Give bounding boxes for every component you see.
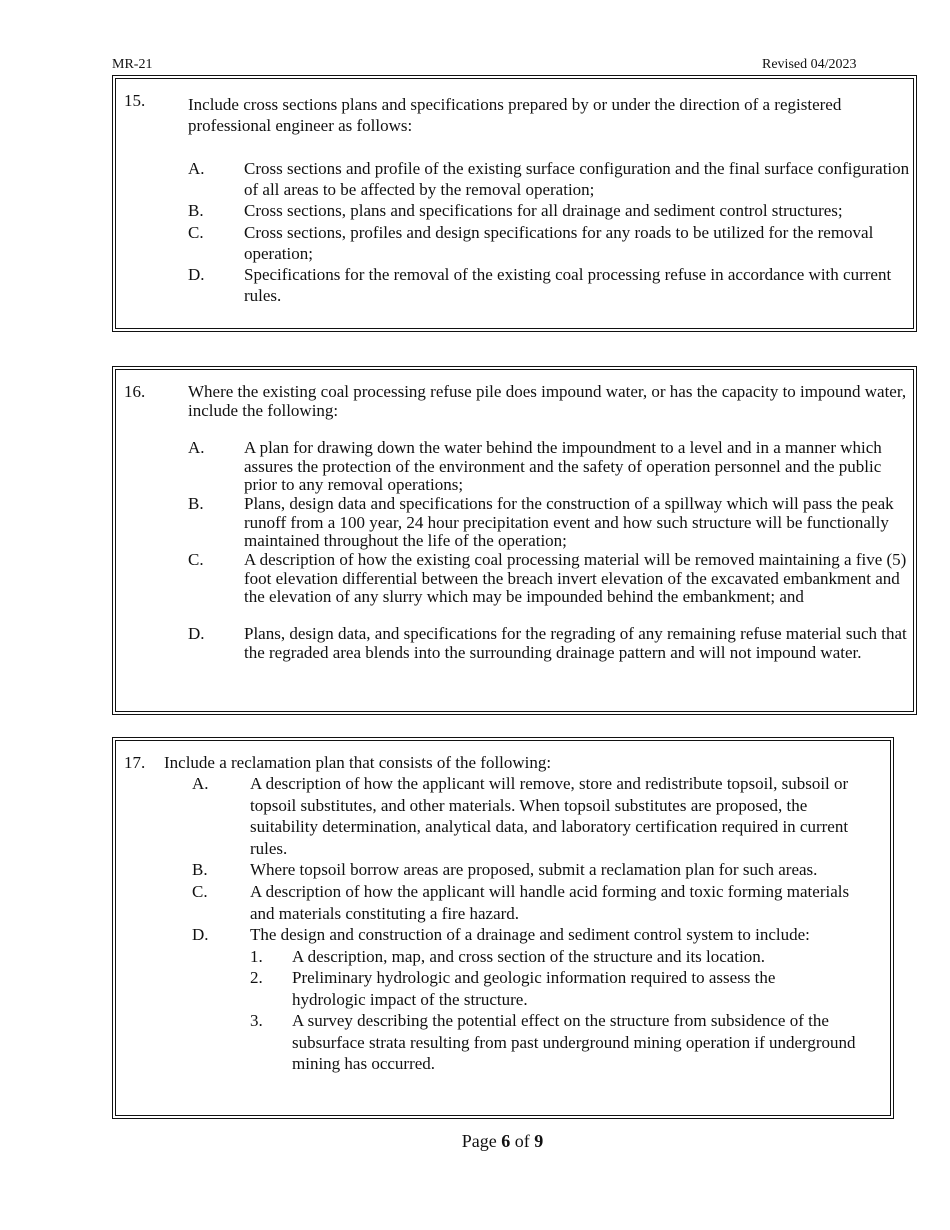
item-text: Plans, design data and specifications for the construction of a spillway which will pass the peak runoff from a 100 year, 24 hour precipitation event and how such structure will be functionally maintained throughout the life of the operation; [244, 494, 894, 550]
section-17-box [112, 737, 894, 1119]
item-label: A. [188, 159, 205, 178]
item-label: A. [188, 438, 205, 457]
section-number: 17. [124, 753, 146, 772]
item-label: C. [188, 223, 204, 242]
revised-date: Revised 04/2023 [762, 57, 857, 72]
subitem-label: 1. [250, 947, 263, 966]
item-label: B. [188, 201, 204, 220]
item-label: C. [188, 550, 204, 569]
item-text: A description of how the applicant will remove, store and redistribute topsoil, subsoil or topsoil substitutes, and other materials. When topsoil substitutes are proposed, the suitability determination, analytical data, and laboratory certification required in current rules. [250, 774, 849, 858]
subitem-label: 2. [250, 968, 263, 987]
item-text: A description of how the applicant will handle acid forming and toxic forming materials and materials constituting a fire hazard. [250, 882, 850, 923]
section-intro: Where the existing coal processing refuse pile does impound water, or has the capacity to impound water, include the following: [188, 382, 907, 420]
total-pages: 9 [534, 1131, 544, 1151]
section-number: 15. [124, 91, 146, 110]
item-text: Where topsoil borrow areas are proposed, submit a reclamation plan for such areas. [250, 860, 818, 879]
form-id: MR-21 [112, 57, 153, 72]
item-label: D. [192, 925, 209, 944]
section-number: 16. [124, 382, 146, 401]
item-text: Specifications for the removal of the existing coal processing refuse in accordance with current rules. [244, 265, 892, 305]
item-text: A plan for drawing down the water behind the impoundment to a level and in a manner which assures the protection of the environment and the safety of operation personnel and the public prior to any removal operations; [244, 438, 882, 494]
section-16-box [112, 366, 917, 715]
item-text: Cross sections, profiles and design specifications for any roads to be utilized for the removal operation; [244, 223, 874, 263]
item-text: The design and construction of a drainage and sediment control system to include: [250, 925, 810, 944]
subitem-text: A description, map, and cross section of the structure and its location. [292, 947, 766, 966]
item-text: Cross sections and profile of the existing surface configuration and the final surface configuration of all areas to be affected by the removal operation; [244, 159, 910, 199]
subitem-label: 3. [250, 1011, 263, 1030]
subitem-text: A survey describing the potential effect on the structure from subsidence of the subsurface strata resulting from past underground mining operation if underground mining has occurred. [292, 1011, 856, 1073]
section-intro: Include cross sections plans and specifications prepared by or under the direction of a registered professional engineer as follows: [188, 95, 842, 135]
section-intro: Include a reclamation plan that consists of the following: [164, 753, 552, 772]
item-label: B. [188, 494, 204, 513]
item-label: D. [188, 265, 205, 284]
page-number [0, 1131, 950, 1152]
item-label: C. [192, 882, 208, 901]
page-word: Page [461, 1131, 497, 1151]
current-page: 6 [501, 1131, 511, 1151]
item-label: A. [192, 774, 209, 793]
item-text: Plans, design data, and specifications for the regrading of any remaining refuse material such that the regraded area blends into the surrounding drainage pattern and will not impound water. [244, 624, 907, 662]
item-text: Cross sections, plans and specifications for all drainage and sediment control structures; [244, 201, 843, 220]
item-text: A description of how the existing coal processing material will be removed maintaining a five (5) foot elevation differential between the breach invert elevation of the excavated embankment and the elevation of any slurry which may be impounded behind the embankment; and [244, 550, 907, 606]
item-label: B. [192, 860, 208, 879]
item-label: D. [188, 624, 205, 643]
subitem-text: Preliminary hydrologic and geologic information required to assess the hydrologic impact of the structure. [292, 968, 776, 1009]
of-word: of [514, 1131, 530, 1151]
section-15-box [112, 75, 917, 332]
